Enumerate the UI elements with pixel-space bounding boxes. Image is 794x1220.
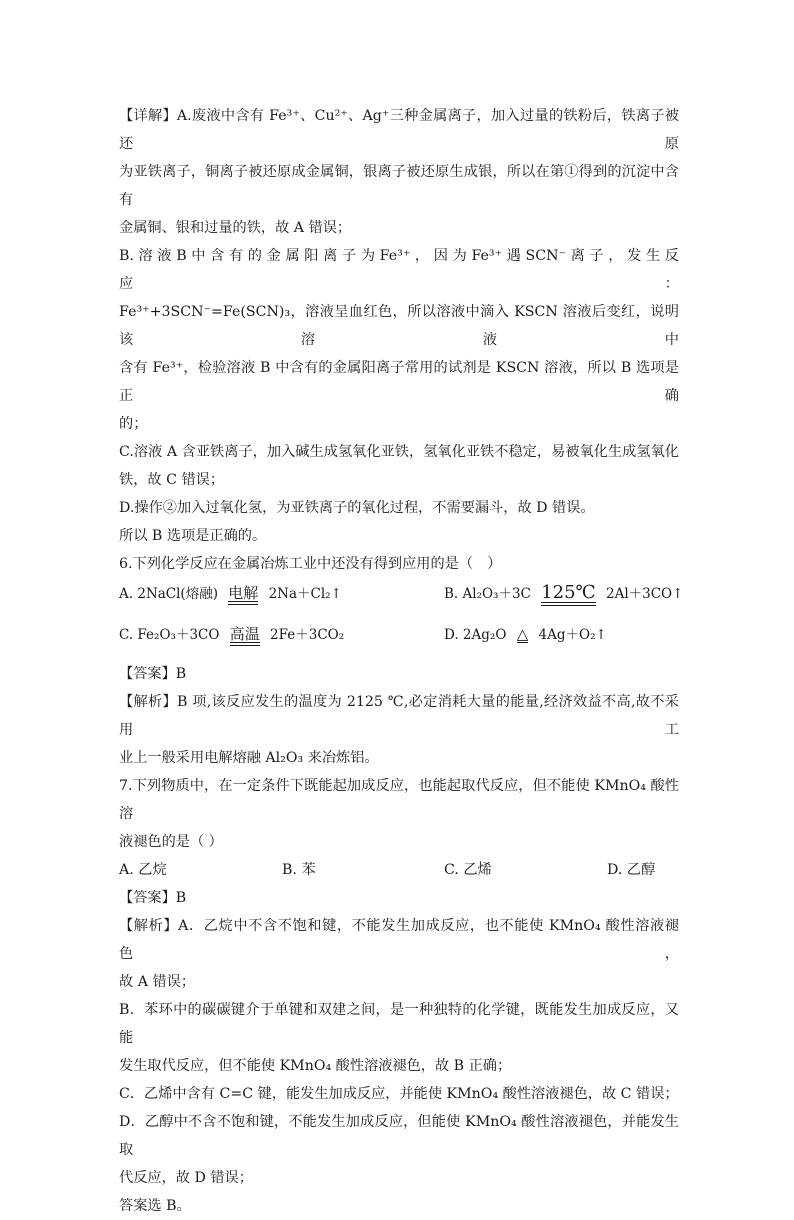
question-7-option-c: C. 乙烯 xyxy=(444,862,492,878)
question-7-analysis-line-2: 故 A 错误； xyxy=(119,974,196,990)
question-6-option-b xyxy=(444,578,683,610)
detail-line-9: 铁，故 C 错误； xyxy=(119,472,225,488)
question-7-analysis-line-6: D．乙醇中不含不饱和键，不能发生加成反应，但能使 KMnO₄ 酸性溶液褪色，并能发生取 xyxy=(119,1114,679,1158)
detail-line-7: 的； xyxy=(119,416,148,432)
equals-sign-lower xyxy=(541,605,596,606)
detail-line-11: 所以 B 选项是正确的。 xyxy=(119,528,267,544)
page-content xyxy=(119,102,684,1220)
question-6-option-a xyxy=(119,578,342,610)
detail-line-3: 金属铜、银和过量的铁，故 A 错误； xyxy=(119,220,352,236)
option-a-products: 2Na＋Cl₂↑ xyxy=(268,586,342,602)
option-d-condition xyxy=(517,626,529,643)
option-c-reactants: C. Fe₂O₃＋3CO xyxy=(119,627,220,643)
option-b-condition xyxy=(541,584,596,606)
detail-line-5: Fe³⁺+3SCN⁻=Fe(SCN)₃，溶液呈血红色，所以溶液中滴入 KSCN 溶液后变红，说明该溶液中 xyxy=(119,304,679,348)
question-7-analysis-line-1: 【解析】A．乙烷中不含不饱和键，不能发生加成反应，也不能使 KMnO₄ 酸性溶液褪色， xyxy=(119,918,679,962)
question-7-analysis-line-4: 发生取代反应，但不能使 KMnO₄ 酸性溶液褪色，故 B 正确； xyxy=(119,1058,512,1074)
question-7-option-a: A. 乙烷 xyxy=(119,862,167,878)
detail-line-10: D.操作②加入过氧化氢，为亚铁离子的氧化过程，不需要漏斗，故 D 错误。 xyxy=(119,500,595,516)
detail-line-1: 【详解】A.废液中含有 Fe³⁺、Cu²⁺、Ag⁺三种金属离子，加入过量的铁粉后，铁离子被还原 xyxy=(119,108,679,152)
question-6-stem: 6.下列化学反应在金属冶炼工业中还没有得到应用的是（ ） xyxy=(119,556,502,572)
option-a-condition-text: 电解 xyxy=(228,584,259,602)
equals-sign-lower xyxy=(228,604,258,605)
equals-sign-lower xyxy=(230,645,260,646)
detail-line-8: C.溶液 A 含亚铁离子，加入碱生成氢氧化亚铁，氢氧化亚铁不稳定，易被氧化生成氢氧化 xyxy=(119,444,679,460)
option-b-products: 2Al＋3CO↑ xyxy=(605,586,684,602)
option-d-condition-text: △ xyxy=(516,625,529,643)
detail-line-4: B. 溶 液 B 中 含 有 的 金 属 阳 离 子 为 Fe³⁺ ， 因 为 Fe³⁺ 遇 SCN⁻ 离 子 ， 发 生 反 应 ： xyxy=(119,248,679,292)
question-6-analysis-line-1: 【解析】B 项,该反应发生的温度为 2125 ℃,必定消耗大量的能量,经济效益不高,故不采用工 xyxy=(119,694,679,738)
option-c-condition-text: 高温 xyxy=(229,625,260,643)
question-6-options-row-1 xyxy=(119,578,684,619)
option-d-reactants: D. 2Ag₂O xyxy=(444,627,507,643)
option-a-condition xyxy=(228,585,258,605)
question-7-stem-line-1: 7.下列物质中，在一定条件下既能起加成反应，也能起取代反应，但不能使 KMnO₄ 酸性溶 xyxy=(119,778,679,822)
question-7-stem-line-2: 液褪色的是（ ） xyxy=(119,834,223,850)
option-d-products: 4Ag＋O₂↑ xyxy=(538,627,607,643)
option-a-reactants: A. 2NaCl(熔融) xyxy=(119,586,218,602)
option-c-products: 2Fe＋3CO₂ xyxy=(270,627,345,643)
question-7-options xyxy=(119,856,679,884)
question-7-analysis-line-8: 答案选 B。 xyxy=(119,1198,191,1214)
question-7-option-d: D. 乙醇 xyxy=(607,862,656,878)
question-6-answer: 【答案】B xyxy=(119,666,187,682)
option-b-reactants: B. Al₂O₃＋3C xyxy=(444,586,531,602)
question-6-option-c xyxy=(119,619,344,651)
question-7-analysis-line-7: 代反应，故 D 错误； xyxy=(119,1170,253,1186)
question-6-options-row-2 xyxy=(119,619,679,660)
detail-line-2: 为亚铁离子，铜离子被还原成金属铜，银离子被还原生成银，所以在第①得到的沉淀中含有 xyxy=(119,164,679,208)
question-7-analysis-line-5: C．乙烯中含有 C=C 键，能发生加成反应，并能使 KMnO₄ 酸性溶液褪色，故 C 错误； xyxy=(119,1086,679,1102)
question-6-option-d xyxy=(444,619,607,651)
question-7-analysis-line-3: B．苯环中的碳碳键介于单键和双建之间，是一种独特的化学键，既能发生加成反应，又能 xyxy=(119,1002,679,1046)
question-7-answer: 【答案】B xyxy=(119,890,187,906)
question-7-option-b: B. 苯 xyxy=(282,862,316,878)
option-c-condition xyxy=(230,626,260,646)
question-6-analysis-line-2: 业上一般采用电解熔融 Al₂O₃ 来冶炼铝。 xyxy=(119,750,379,766)
detail-line-6: 含有 Fe³⁺，检验溶液 B 中含有的金属阳离子常用的试剂是 KSCN 溶液，所以 B 选项是正确 xyxy=(119,360,679,404)
option-b-condition-text: 125℃ xyxy=(541,582,596,603)
